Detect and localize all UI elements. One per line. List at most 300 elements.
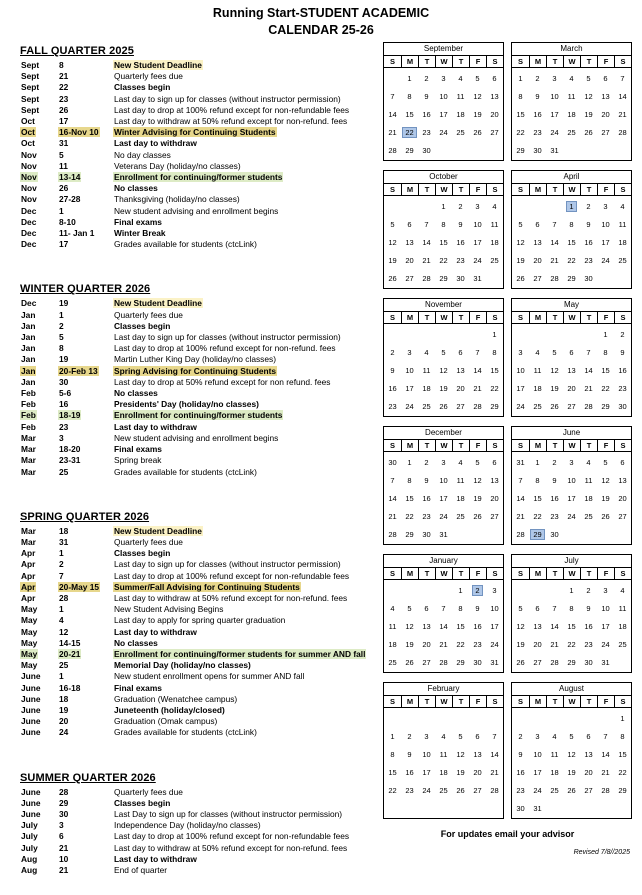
event-dates bbox=[58, 206, 113, 217]
event-dates bbox=[58, 798, 113, 809]
calendar-day-header: F bbox=[597, 183, 614, 196]
quarter-section bbox=[20, 772, 356, 877]
calendar-day-header: W bbox=[563, 695, 580, 708]
event-desc bbox=[113, 615, 356, 626]
calendar-date-cell: 22 bbox=[516, 127, 525, 137]
event-month bbox=[20, 649, 58, 660]
calendar-date-cell: 24 bbox=[422, 785, 431, 795]
calendar-date-cell: 4 bbox=[586, 457, 591, 467]
calendar-date-cell: 26 bbox=[439, 401, 448, 411]
calendar-date-cell: 28 bbox=[473, 401, 482, 411]
calendar-date-cell: 3 bbox=[535, 731, 540, 741]
calendar-date-cell: 7 bbox=[424, 219, 429, 229]
calendar-date-cell: 19 bbox=[473, 493, 482, 503]
event-desc-text: Enrollment for continuing/former students bbox=[114, 172, 283, 183]
event-desc-text: End of quarter bbox=[114, 864, 168, 875]
calendar-date-cell bbox=[614, 525, 631, 543]
calendar-date-cell: 9 bbox=[390, 365, 395, 375]
calendar-day-header: W bbox=[563, 567, 580, 580]
event-month-text: Oct bbox=[21, 116, 35, 127]
calendar-date-cell: 11 bbox=[533, 365, 542, 375]
calendar-date-cell: 20 bbox=[456, 383, 465, 393]
calendar-date-cell: 29 bbox=[490, 401, 499, 411]
event-month bbox=[20, 366, 58, 377]
calendar-date-cell: 6 bbox=[407, 219, 412, 229]
calendar-date-cell: 15 bbox=[388, 767, 397, 777]
calendar-date-cell: 25 bbox=[618, 639, 627, 649]
calendar-date-cell: 31 bbox=[516, 457, 525, 467]
calendar-date-cell: 13 bbox=[422, 621, 431, 631]
calendar-date-cell bbox=[580, 799, 597, 817]
calendar-month-title: July bbox=[564, 556, 579, 565]
calendar-date-cell: 6 bbox=[492, 73, 497, 83]
calendar-day-header: M bbox=[401, 695, 418, 708]
calendar-date-cell: 19 bbox=[516, 639, 525, 649]
event-desc-text: Last day to drop at 100% refund except for non-refundable fees bbox=[114, 570, 350, 581]
event-month bbox=[20, 787, 58, 798]
event-desc-text: Last day to withdraw at 50% refund except for non-refund. fees bbox=[114, 592, 348, 603]
calendar-date-cell: 30 bbox=[618, 401, 627, 411]
calendar-date-cell: 22 bbox=[405, 511, 414, 521]
calendar-day-header: T bbox=[452, 311, 469, 324]
event-month bbox=[20, 332, 58, 343]
event-dates-text: 18-19 bbox=[59, 410, 81, 421]
event-month-text: Aug bbox=[21, 853, 38, 864]
calendar-date-cell bbox=[486, 709, 503, 727]
calendar-date-cell: 13 bbox=[490, 91, 499, 101]
calendar-date-grid bbox=[512, 324, 631, 416]
mini-calendar bbox=[511, 682, 632, 819]
mini-calendar bbox=[383, 554, 504, 673]
mini-calendar bbox=[383, 170, 504, 289]
calendar-date-cell: 2 bbox=[424, 457, 429, 467]
calendar-date-cell: 13 bbox=[618, 475, 627, 485]
calendar-day-header-row bbox=[512, 567, 631, 580]
event-desc bbox=[113, 571, 356, 582]
event-dates-text: 3 bbox=[59, 820, 64, 831]
calendar-date-cell bbox=[512, 197, 529, 215]
calendar-date-cell bbox=[401, 709, 418, 727]
calendar-date-cell: 27 bbox=[618, 511, 627, 521]
event-dates bbox=[58, 321, 113, 332]
event-row bbox=[20, 366, 356, 377]
calendar-day-header: M bbox=[529, 567, 546, 580]
calendar-date-cell: 21 bbox=[618, 109, 627, 119]
event-desc bbox=[113, 60, 356, 71]
calendar-date-cell: 14 bbox=[388, 109, 397, 119]
quarter-section bbox=[20, 510, 366, 739]
calendar-date-cell bbox=[384, 709, 401, 727]
calendar-date-cell: 29 bbox=[456, 657, 465, 667]
calendar-date-cell: 12 bbox=[516, 621, 525, 631]
event-desc bbox=[113, 310, 356, 321]
event-desc-text: Last day to sign up for classes (without instructor permission) bbox=[114, 332, 341, 343]
calendar-date-cell: 1 bbox=[390, 731, 395, 741]
calendar-date-cell: 11 bbox=[456, 91, 465, 101]
calendar-date-cell bbox=[512, 581, 529, 599]
event-dates-text: 20-Feb 13 bbox=[59, 365, 98, 376]
event-month-text: Nov bbox=[21, 160, 37, 171]
calendar-day-header: W bbox=[563, 55, 580, 68]
event-month bbox=[20, 343, 58, 354]
calendar-day-header: S bbox=[512, 439, 529, 452]
event-dates bbox=[58, 217, 113, 228]
calendar-date-cell: 14 bbox=[584, 365, 593, 375]
calendar-date-cell: 25 bbox=[422, 401, 431, 411]
event-month-text: Nov bbox=[21, 149, 37, 160]
calendar-date-cell: 23 bbox=[584, 255, 593, 265]
event-dates-text: 18-20 bbox=[59, 444, 81, 455]
calendar-date-cell bbox=[486, 525, 503, 543]
calendar-month-title: November bbox=[425, 300, 462, 309]
event-row bbox=[20, 548, 356, 559]
event-month-text: June bbox=[21, 693, 41, 704]
calendar-date-cell: 22 bbox=[388, 785, 397, 795]
calendar-date-cell: 27 bbox=[422, 657, 431, 667]
calendar-date-cell: 3 bbox=[492, 585, 497, 595]
event-month-text: Apr bbox=[21, 570, 36, 581]
calendar-date-cell: 3 bbox=[407, 347, 412, 357]
event-dates-text: 5-6 bbox=[59, 388, 72, 399]
calendar-date-cell: 25 bbox=[618, 255, 627, 265]
calendar-date-cell: 1 bbox=[535, 457, 540, 467]
calendar-date-cell: 14 bbox=[473, 365, 482, 375]
calendar-date-cell: 18 bbox=[490, 237, 499, 247]
event-month bbox=[20, 116, 58, 127]
event-dates-text: 14-15 bbox=[59, 637, 81, 648]
calendar-day-header: M bbox=[401, 183, 418, 196]
calendar-date-cell: 20 bbox=[601, 109, 610, 119]
calendar-month-title: June bbox=[562, 428, 581, 437]
calendar-date-cell: 15 bbox=[567, 621, 576, 631]
calendar-date-cell: 27 bbox=[490, 127, 499, 137]
calendar-day-header: T bbox=[580, 439, 597, 452]
event-dates-text: 26 bbox=[59, 183, 69, 194]
calendar-date-cell: 13 bbox=[533, 621, 542, 631]
calendar-day-header: T bbox=[546, 567, 563, 580]
event-dates bbox=[58, 150, 113, 161]
calendar-date-cell: 5 bbox=[603, 457, 608, 467]
event-dates-text: 16-18 bbox=[59, 682, 81, 693]
event-month bbox=[20, 399, 58, 410]
event-row bbox=[20, 716, 356, 727]
event-desc-text: No classes bbox=[114, 388, 158, 399]
event-desc-text: Last day to drop at 100% refund except for non-refundable fees bbox=[114, 104, 350, 115]
event-desc bbox=[113, 559, 356, 570]
event-month bbox=[20, 467, 58, 478]
event-dates bbox=[58, 694, 113, 705]
event-desc-text: Summer/Fall Advising for Continuing Students bbox=[114, 581, 300, 592]
calendar-date-cell: 17 bbox=[422, 767, 431, 777]
event-month bbox=[20, 559, 58, 570]
event-month-text: Nov bbox=[21, 194, 37, 205]
calendar-date-cell: 18 bbox=[456, 493, 465, 503]
calendar-date-cell bbox=[486, 141, 503, 159]
event-row bbox=[20, 161, 356, 172]
calendar-date-cell: 6 bbox=[586, 731, 591, 741]
calendar-date-cell: 4 bbox=[620, 201, 625, 211]
calendar-date-cell: 31 bbox=[473, 273, 482, 283]
calendar-date-cell: 11 bbox=[550, 749, 559, 759]
advisor-note: For updates email your advisor bbox=[440, 829, 575, 839]
event-desc bbox=[113, 593, 356, 604]
event-row bbox=[20, 705, 356, 716]
calendar-date-cell: 18 bbox=[422, 383, 431, 393]
calendar-date-cell: 15 bbox=[567, 237, 576, 247]
event-dates-text: 29 bbox=[59, 797, 69, 808]
event-month-text: Mar bbox=[21, 536, 36, 547]
event-row bbox=[20, 94, 356, 105]
event-row bbox=[20, 820, 356, 831]
event-dates bbox=[58, 433, 113, 444]
calendar-date-cell: 22 bbox=[533, 511, 542, 521]
calendar-day-header-row bbox=[512, 311, 631, 324]
event-month-text: Dec bbox=[21, 205, 37, 216]
event-desc bbox=[113, 228, 356, 239]
calendar-date-cell: 18 bbox=[550, 767, 559, 777]
event-desc bbox=[113, 217, 356, 228]
calendar-date-cell: 7 bbox=[518, 475, 523, 485]
event-desc-text: Quarterly fees due bbox=[114, 71, 183, 82]
calendar-date-cell: 30 bbox=[533, 145, 542, 155]
event-desc bbox=[113, 206, 356, 217]
calendar-date-cell bbox=[512, 325, 529, 343]
event-month-text: Feb bbox=[21, 388, 36, 399]
event-dates-text: 8-10 bbox=[59, 216, 76, 227]
calendar-date-cell bbox=[529, 581, 546, 599]
content-columns bbox=[0, 40, 642, 876]
event-desc-text: New student enrollment opens for summer AND fall bbox=[114, 671, 305, 682]
calendar-date-cell: 28 bbox=[439, 657, 448, 667]
calendar-date-cell: 26 bbox=[516, 273, 525, 283]
calendar-day-header: S bbox=[614, 567, 631, 580]
calendar-date-cell: 17 bbox=[439, 493, 448, 503]
calendar-day-header: S bbox=[486, 311, 503, 324]
calendar-date-cell: 27 bbox=[405, 273, 414, 283]
calendar-date-cell: 14 bbox=[618, 91, 627, 101]
event-month-text: Apr bbox=[21, 548, 36, 559]
event-month-text: May bbox=[21, 604, 38, 615]
calendar-date-cell: 2 bbox=[620, 329, 625, 339]
calendar-date-cell: 19 bbox=[516, 255, 525, 265]
calendar-date-cell bbox=[546, 197, 563, 215]
quarter-section bbox=[20, 283, 356, 477]
title-line-2: CALENDAR 25-26 bbox=[268, 23, 374, 37]
event-dates-text: 21 bbox=[59, 842, 69, 853]
calendar-day-header: F bbox=[469, 567, 486, 580]
quarter-heading: WINTER QUARTER 2026 bbox=[20, 283, 151, 296]
calendar-date-cell bbox=[614, 269, 631, 287]
calendar-month-title: February bbox=[427, 684, 460, 693]
calendar-date-cell bbox=[529, 709, 546, 727]
event-dates-text: 16-Nov 10 bbox=[59, 127, 99, 138]
calendar-date-cell: 28 bbox=[516, 529, 525, 539]
event-month bbox=[20, 433, 58, 444]
calendar-date-cell: 16 bbox=[516, 767, 525, 777]
event-desc bbox=[113, 183, 356, 194]
calendar-date-cell: 10 bbox=[550, 91, 559, 101]
calendar-date-cell: 19 bbox=[405, 639, 414, 649]
calendar-day-header: T bbox=[546, 55, 563, 68]
event-desc-text: Grades available for students (ctcLink) bbox=[114, 239, 257, 250]
calendar-day-header: M bbox=[529, 183, 546, 196]
calendar-date-cell: 28 bbox=[388, 529, 397, 539]
calendar-date-cell: 4 bbox=[552, 731, 557, 741]
calendar-date-cell: 27 bbox=[533, 657, 542, 667]
event-month bbox=[20, 843, 58, 854]
event-dates bbox=[58, 593, 113, 604]
event-dates-text: 22 bbox=[59, 82, 69, 93]
event-month-text: Sept bbox=[21, 71, 40, 82]
calendar-day-header: F bbox=[597, 567, 614, 580]
event-month bbox=[20, 660, 58, 671]
calendar-day-header: M bbox=[401, 439, 418, 452]
calendar-date-cell: 26 bbox=[601, 511, 610, 521]
event-desc bbox=[113, 526, 356, 537]
calendar-date-cell: 5 bbox=[518, 603, 523, 613]
event-month bbox=[20, 377, 58, 388]
calendar-date-cell: 20 bbox=[618, 493, 627, 503]
calendar-date-cell: 17 bbox=[490, 621, 499, 631]
event-month bbox=[20, 571, 58, 582]
calendar-date-cell: 9 bbox=[424, 475, 429, 485]
event-month-text: May bbox=[21, 637, 38, 648]
event-dates bbox=[58, 60, 113, 71]
event-dates bbox=[58, 705, 113, 716]
event-dates-text: 20 bbox=[59, 716, 69, 727]
calendar-date-cell: 9 bbox=[424, 91, 429, 101]
calendar-day-header: T bbox=[418, 183, 435, 196]
calendar-day-header: W bbox=[435, 695, 452, 708]
calendar-date-cell: 5 bbox=[518, 219, 523, 229]
event-dates bbox=[58, 649, 113, 660]
calendar-date-cell: 5 bbox=[569, 731, 574, 741]
calendar-date-cell: 16 bbox=[584, 621, 593, 631]
event-desc-text: Independence Day (holiday/no classes) bbox=[114, 820, 261, 831]
calendar-date-cell bbox=[580, 325, 597, 343]
event-month-text: May bbox=[21, 615, 38, 626]
event-month-text: Sept bbox=[21, 93, 40, 104]
highlighted-date: 22 bbox=[402, 127, 416, 138]
calendar-date-cell: 3 bbox=[569, 457, 574, 467]
calendar-date-cell: 30 bbox=[388, 457, 397, 467]
calendar-date-cell: 18 bbox=[618, 237, 627, 247]
calendar-date-cell: 8 bbox=[603, 347, 608, 357]
event-dates-text: 27-28 bbox=[59, 194, 81, 205]
calendar-day-header: S bbox=[512, 183, 529, 196]
event-desc bbox=[113, 820, 356, 831]
calendar-date-cell bbox=[597, 709, 614, 727]
event-month-text: Dec bbox=[21, 298, 37, 309]
calendar-date-cell: 25 bbox=[490, 255, 499, 265]
calendar-date-cell: 30 bbox=[422, 529, 431, 539]
event-month-text: July bbox=[21, 842, 38, 853]
calendar-date-cell: 25 bbox=[567, 127, 576, 137]
calendar-date-cell: 29 bbox=[567, 273, 576, 283]
calendar-day-header-row bbox=[512, 439, 631, 452]
calendar-date-cell: 30 bbox=[516, 803, 525, 813]
calendar-date-cell: 11 bbox=[618, 603, 627, 613]
calendar-date-cell: 10 bbox=[473, 219, 482, 229]
event-desc bbox=[113, 116, 356, 127]
calendar-date-cell: 15 bbox=[405, 493, 414, 503]
event-month bbox=[20, 422, 58, 433]
event-desc bbox=[113, 649, 366, 660]
calendar-date-cell: 16 bbox=[422, 109, 431, 119]
calendar-date-cell: 29 bbox=[405, 529, 414, 539]
event-desc bbox=[113, 239, 356, 250]
calendar-date-cell: 7 bbox=[603, 731, 608, 741]
calendar-day-header-row bbox=[384, 439, 503, 452]
event-desc bbox=[113, 194, 356, 205]
event-month-text: Mar bbox=[21, 444, 36, 455]
event-dates bbox=[58, 559, 113, 570]
calendar-day-header: S bbox=[614, 55, 631, 68]
calendar-date-cell: 25 bbox=[533, 401, 542, 411]
calendar-date-cell: 24 bbox=[490, 639, 499, 649]
calendar-date-cell: 2 bbox=[424, 73, 429, 83]
calendar-date-cell: 17 bbox=[516, 383, 525, 393]
calendar-date-cell bbox=[512, 709, 529, 727]
calendar-date-grid bbox=[384, 324, 503, 416]
calendar-date-cell: 30 bbox=[550, 529, 559, 539]
event-dates bbox=[58, 410, 113, 421]
calendar-day-header: S bbox=[512, 567, 529, 580]
calendar-date-cell: 12 bbox=[473, 475, 482, 485]
event-desc-text: Last day to sign up for classes (without instructor permission) bbox=[114, 93, 341, 104]
calendar-day-header: W bbox=[563, 183, 580, 196]
calendar-day-header: T bbox=[546, 695, 563, 708]
calendar-date-cell: 12 bbox=[550, 365, 559, 375]
event-dates bbox=[58, 548, 113, 559]
event-month bbox=[20, 809, 58, 820]
event-desc-text: Final exams bbox=[114, 682, 162, 693]
calendar-day-header: F bbox=[597, 55, 614, 68]
event-row bbox=[20, 399, 356, 410]
event-desc bbox=[113, 716, 356, 727]
calendar-date-cell bbox=[563, 197, 580, 215]
calendar-date-cell: 22 bbox=[439, 255, 448, 265]
calendar-date-cell bbox=[401, 581, 418, 599]
event-row bbox=[20, 388, 356, 399]
calendar-date-cell: 21 bbox=[550, 639, 559, 649]
event-row bbox=[20, 831, 356, 842]
calendar-date-cell: 12 bbox=[601, 475, 610, 485]
calendar-day-header: S bbox=[512, 55, 529, 68]
calendar-date-cell: 10 bbox=[439, 91, 448, 101]
event-row bbox=[20, 354, 356, 365]
calendar-date-cell: 21 bbox=[439, 639, 448, 649]
calendar-date-cell: 22 bbox=[567, 255, 576, 265]
event-row bbox=[20, 116, 356, 127]
event-row bbox=[20, 809, 356, 820]
event-desc-text: Spring Advising for Continuing Students bbox=[114, 365, 277, 376]
calendar-date-cell: 26 bbox=[567, 785, 576, 795]
calendar-date-grid bbox=[384, 196, 503, 288]
event-month bbox=[20, 604, 58, 615]
calendar-day-header-row bbox=[384, 567, 503, 580]
event-month bbox=[20, 727, 58, 738]
event-dates-text: 28 bbox=[59, 592, 69, 603]
event-desc-text: Last day to withdraw bbox=[114, 853, 197, 864]
calendar-date-cell: 8 bbox=[407, 91, 412, 101]
calendar-date-cell: 12 bbox=[516, 237, 525, 247]
event-desc bbox=[113, 865, 356, 876]
calendar-date-cell: 22 bbox=[618, 767, 627, 777]
event-dates-text: 18 bbox=[59, 693, 69, 704]
event-desc bbox=[113, 455, 356, 466]
event-dates-text: 3 bbox=[59, 432, 64, 443]
